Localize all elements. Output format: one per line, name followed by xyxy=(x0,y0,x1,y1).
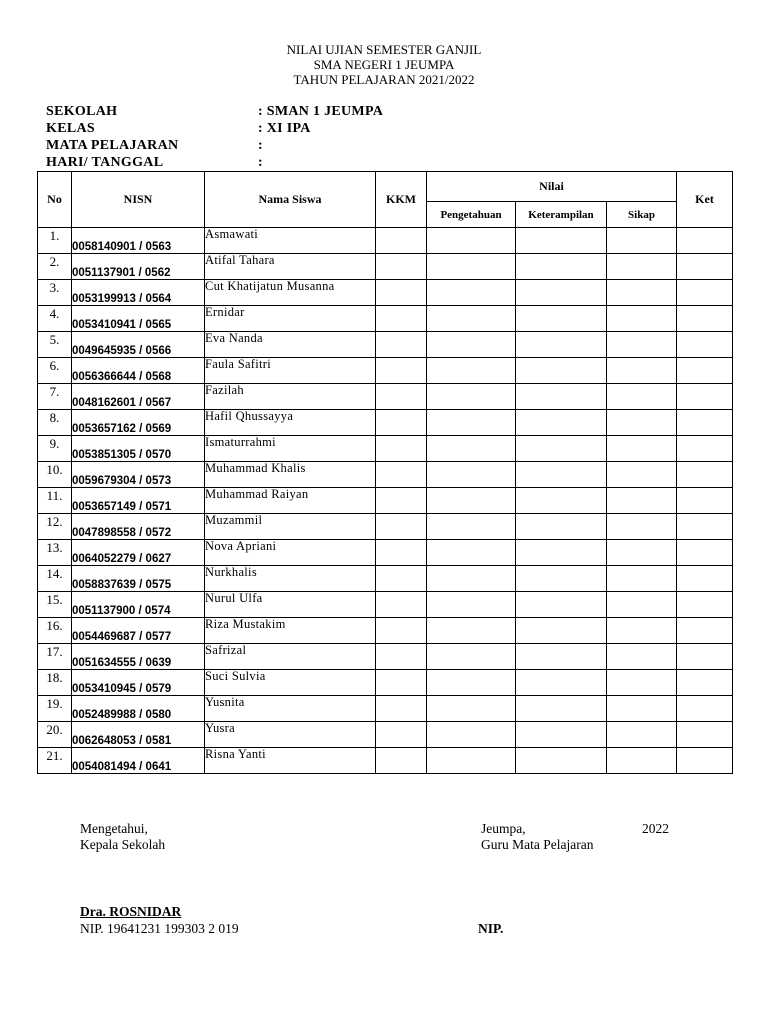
row-student-name: Riza Mustakim xyxy=(205,618,376,644)
row-student-name: Yusnita xyxy=(205,696,376,722)
row-nisn: 0047898558 / 0572 xyxy=(72,514,205,540)
keterampilan-cell xyxy=(516,618,607,644)
table-row xyxy=(38,332,733,358)
ket-cell xyxy=(677,644,733,670)
sikap-cell xyxy=(607,306,677,332)
pengetahuan-cell xyxy=(427,592,516,618)
ket-cell xyxy=(677,306,733,332)
table-row xyxy=(38,228,733,254)
principal-name: Dra. ROSNIDAR xyxy=(80,904,182,919)
sikap-cell xyxy=(607,436,677,462)
sikap-cell xyxy=(607,514,677,540)
sikap-cell xyxy=(607,566,677,592)
row-student-name: Asmawati xyxy=(205,228,376,254)
row-nisn: 0052489988 / 0580 xyxy=(72,696,205,722)
kkm-cell xyxy=(376,228,427,254)
keterampilan-cell xyxy=(516,384,607,410)
sikap-cell xyxy=(607,488,677,514)
footer-year: 2022 xyxy=(642,821,669,836)
row-number: 9. xyxy=(38,436,72,462)
row-nisn: 0053410945 / 0579 xyxy=(72,670,205,696)
table-row xyxy=(38,488,733,514)
table-row xyxy=(38,254,733,280)
kkm-cell xyxy=(376,514,427,540)
keterampilan-cell xyxy=(516,228,607,254)
pengetahuan-cell xyxy=(427,254,516,280)
row-number: 4. xyxy=(38,306,72,332)
kkm-cell xyxy=(376,670,427,696)
sikap-cell xyxy=(607,540,677,566)
ket-cell xyxy=(677,254,733,280)
sikap-cell xyxy=(607,618,677,644)
doc-title-line1: NILAI UJIAN SEMESTER GANJIL xyxy=(286,42,482,57)
info-value-kelas: : XI IPA xyxy=(258,121,311,136)
keterampilan-cell xyxy=(516,566,607,592)
row-nisn: 0048162601 / 0567 xyxy=(72,384,205,410)
row-student-name: Hafil Qhussayya xyxy=(205,410,376,436)
row-student-name: Muhammad Khalis xyxy=(205,462,376,488)
row-number: 1. xyxy=(38,228,72,254)
kkm-cell xyxy=(376,618,427,644)
kkm-cell xyxy=(376,748,427,774)
ket-cell xyxy=(677,488,733,514)
row-student-name: Faula Safitri xyxy=(205,358,376,384)
ket-cell xyxy=(677,332,733,358)
info-value-mapel: : xyxy=(258,138,263,153)
row-student-name: Eva Nanda xyxy=(205,332,376,358)
pengetahuan-cell xyxy=(427,384,516,410)
row-nisn: 0056366644 / 0568 xyxy=(72,358,205,384)
row-nisn: 0058140901 / 0563 xyxy=(72,228,205,254)
ket-cell xyxy=(677,462,733,488)
table-row xyxy=(38,306,733,332)
kkm-cell xyxy=(376,462,427,488)
row-number: 2. xyxy=(38,254,72,280)
row-number: 3. xyxy=(38,280,72,306)
row-number: 18. xyxy=(38,670,72,696)
footer-mengetahui: Mengetahui, xyxy=(80,821,148,836)
ket-cell xyxy=(677,748,733,774)
row-number: 12. xyxy=(38,514,72,540)
table-row xyxy=(38,384,733,410)
row-nisn: 0053657149 / 0571 xyxy=(72,488,205,514)
sikap-cell xyxy=(607,358,677,384)
kkm-cell xyxy=(376,280,427,306)
pengetahuan-cell xyxy=(427,748,516,774)
sikap-cell xyxy=(607,748,677,774)
table-row xyxy=(38,592,733,618)
row-nisn: 0054469687 / 0577 xyxy=(72,618,205,644)
row-number: 17. xyxy=(38,644,72,670)
header-nilai: Nilai xyxy=(427,172,677,202)
ket-cell xyxy=(677,696,733,722)
sikap-cell xyxy=(607,696,677,722)
pengetahuan-cell xyxy=(427,696,516,722)
table-row xyxy=(38,670,733,696)
pengetahuan-cell xyxy=(427,566,516,592)
row-student-name: Nova Apriani xyxy=(205,540,376,566)
row-number: 6. xyxy=(38,358,72,384)
ket-cell xyxy=(677,384,733,410)
pengetahuan-cell xyxy=(427,306,516,332)
header-ket: Ket xyxy=(677,172,733,228)
pengetahuan-cell xyxy=(427,644,516,670)
row-nisn: 0051634555 / 0639 xyxy=(72,644,205,670)
keterampilan-cell xyxy=(516,644,607,670)
keterampilan-cell xyxy=(516,488,607,514)
row-nisn: 0064052279 / 0627 xyxy=(72,540,205,566)
kkm-cell xyxy=(376,358,427,384)
grades-table-body xyxy=(38,228,733,774)
row-nisn: 0058837639 / 0575 xyxy=(72,566,205,592)
keterampilan-cell xyxy=(516,670,607,696)
table-row xyxy=(38,358,733,384)
kkm-cell xyxy=(376,254,427,280)
sikap-cell xyxy=(607,384,677,410)
doc-title-line2: SMA NEGERI 1 JEUMPA xyxy=(313,57,455,72)
table-row xyxy=(38,514,733,540)
kkm-cell xyxy=(376,644,427,670)
pengetahuan-cell xyxy=(427,488,516,514)
keterampilan-cell xyxy=(516,748,607,774)
ket-cell xyxy=(677,722,733,748)
table-row xyxy=(38,566,733,592)
keterampilan-cell xyxy=(516,696,607,722)
row-student-name: Cut Khatijatun Musanna xyxy=(205,280,376,306)
sikap-cell xyxy=(607,670,677,696)
ket-cell xyxy=(677,670,733,696)
ket-cell xyxy=(677,410,733,436)
table-row xyxy=(38,280,733,306)
row-student-name: Nurkhalis xyxy=(205,566,376,592)
header-nisn: NISN xyxy=(72,172,205,228)
sikap-cell xyxy=(607,228,677,254)
sikap-cell xyxy=(607,462,677,488)
pengetahuan-cell xyxy=(427,280,516,306)
pengetahuan-cell xyxy=(427,618,516,644)
row-nisn: 0062648053 / 0581 xyxy=(72,722,205,748)
header-kkm: KKM xyxy=(376,172,427,228)
info-label-kelas: KELAS xyxy=(46,121,95,136)
ket-cell xyxy=(677,618,733,644)
keterampilan-cell xyxy=(516,540,607,566)
row-nisn: 0053851305 / 0570 xyxy=(72,436,205,462)
row-number: 16. xyxy=(38,618,72,644)
row-student-name: Yusra xyxy=(205,722,376,748)
info-value-sekolah: : SMAN 1 JEUMPA xyxy=(258,104,384,119)
row-nisn: 0053199913 / 0564 xyxy=(72,280,205,306)
header-pengetahuan: Pengetahuan xyxy=(427,202,516,228)
table-row xyxy=(38,696,733,722)
info-label-sekolah: SEKOLAH xyxy=(46,104,118,119)
row-number: 7. xyxy=(38,384,72,410)
row-number: 8. xyxy=(38,410,72,436)
row-nisn: 0049645935 / 0566 xyxy=(72,332,205,358)
pengetahuan-cell xyxy=(427,514,516,540)
row-student-name: Safrizal xyxy=(205,644,376,670)
ket-cell xyxy=(677,592,733,618)
sikap-cell xyxy=(607,280,677,306)
table-row xyxy=(38,748,733,774)
pengetahuan-cell xyxy=(427,722,516,748)
sikap-cell xyxy=(607,644,677,670)
row-number: 10. xyxy=(38,462,72,488)
keterampilan-cell xyxy=(516,514,607,540)
row-number: 11. xyxy=(38,488,72,514)
ket-cell xyxy=(677,280,733,306)
ket-cell xyxy=(677,228,733,254)
header-no: No xyxy=(38,172,72,228)
ket-cell xyxy=(677,436,733,462)
info-label-mapel: MATA PELAJARAN xyxy=(46,138,179,153)
row-student-name: Risna Yanti xyxy=(205,748,376,774)
kkm-cell xyxy=(376,566,427,592)
ket-cell xyxy=(677,358,733,384)
sikap-cell xyxy=(607,254,677,280)
keterampilan-cell xyxy=(516,436,607,462)
footer-guru-mapel: Guru Mata Pelajaran xyxy=(481,837,594,852)
pengetahuan-cell xyxy=(427,332,516,358)
pengetahuan-cell xyxy=(427,436,516,462)
sikap-cell xyxy=(607,592,677,618)
row-student-name: Fazilah xyxy=(205,384,376,410)
info-label-hari: HARI/ TANGGAL xyxy=(46,155,164,170)
row-nisn: 0051137901 / 0562 xyxy=(72,254,205,280)
row-nisn: 0051137900 / 0574 xyxy=(72,592,205,618)
row-number: 20. xyxy=(38,722,72,748)
table-row xyxy=(38,462,733,488)
pengetahuan-cell xyxy=(427,358,516,384)
footer-kepala-sekolah: Kepala Sekolah xyxy=(80,837,166,852)
row-number: 14. xyxy=(38,566,72,592)
row-student-name: Ernidar xyxy=(205,306,376,332)
row-number: 15. xyxy=(38,592,72,618)
table-row xyxy=(38,436,733,462)
ket-cell xyxy=(677,514,733,540)
keterampilan-cell xyxy=(516,592,607,618)
row-number: 19. xyxy=(38,696,72,722)
kkm-cell xyxy=(376,436,427,462)
footer-place: Jeumpa, xyxy=(481,821,526,836)
row-number: 21. xyxy=(38,748,72,774)
sikap-cell xyxy=(607,722,677,748)
keterampilan-cell xyxy=(516,306,607,332)
keterampilan-cell xyxy=(516,280,607,306)
pengetahuan-cell xyxy=(427,670,516,696)
kkm-cell xyxy=(376,592,427,618)
keterampilan-cell xyxy=(516,410,607,436)
header-keterampilan: Keterampilan xyxy=(516,202,607,228)
row-nisn: 0059679304 / 0573 xyxy=(72,462,205,488)
header-sikap: Sikap xyxy=(607,202,677,228)
sikap-cell xyxy=(607,410,677,436)
kkm-cell xyxy=(376,306,427,332)
pengetahuan-cell xyxy=(427,228,516,254)
keterampilan-cell xyxy=(516,254,607,280)
row-nisn: 0053410941 / 0565 xyxy=(72,306,205,332)
row-nisn: 0053657162 / 0569 xyxy=(72,410,205,436)
row-student-name: Suci Sulvia xyxy=(205,670,376,696)
keterampilan-cell xyxy=(516,358,607,384)
row-nisn: 0054081494 / 0641 xyxy=(72,748,205,774)
kkm-cell xyxy=(376,488,427,514)
kkm-cell xyxy=(376,384,427,410)
table-row xyxy=(38,410,733,436)
kkm-cell xyxy=(376,540,427,566)
row-number: 13. xyxy=(38,540,72,566)
pengetahuan-cell xyxy=(427,462,516,488)
row-student-name: Atifal Tahara xyxy=(205,254,376,280)
row-student-name: Muhammad Raiyan xyxy=(205,488,376,514)
ket-cell xyxy=(677,540,733,566)
principal-nip: NIP. 19641231 199303 2 019 xyxy=(80,921,239,936)
table-row xyxy=(38,644,733,670)
keterampilan-cell xyxy=(516,722,607,748)
kkm-cell xyxy=(376,332,427,358)
row-student-name: Ismaturrahmi xyxy=(205,436,376,462)
row-number: 5. xyxy=(38,332,72,358)
pengetahuan-cell xyxy=(427,540,516,566)
table-row xyxy=(38,540,733,566)
teacher-nip: NIP. xyxy=(478,921,504,936)
header-nama-siswa: Nama Siswa xyxy=(205,172,376,228)
table-row xyxy=(38,722,733,748)
row-student-name: Muzammil xyxy=(205,514,376,540)
info-value-hari: : xyxy=(258,155,263,170)
keterampilan-cell xyxy=(516,332,607,358)
grades-table xyxy=(37,171,733,774)
pengetahuan-cell xyxy=(427,410,516,436)
ket-cell xyxy=(677,566,733,592)
kkm-cell xyxy=(376,722,427,748)
row-student-name: Nurul Ulfa xyxy=(205,592,376,618)
kkm-cell xyxy=(376,410,427,436)
table-row xyxy=(38,618,733,644)
doc-title-line3: TAHUN PELAJARAN 2021/2022 xyxy=(293,72,475,87)
sikap-cell xyxy=(607,332,677,358)
kkm-cell xyxy=(376,696,427,722)
keterampilan-cell xyxy=(516,462,607,488)
